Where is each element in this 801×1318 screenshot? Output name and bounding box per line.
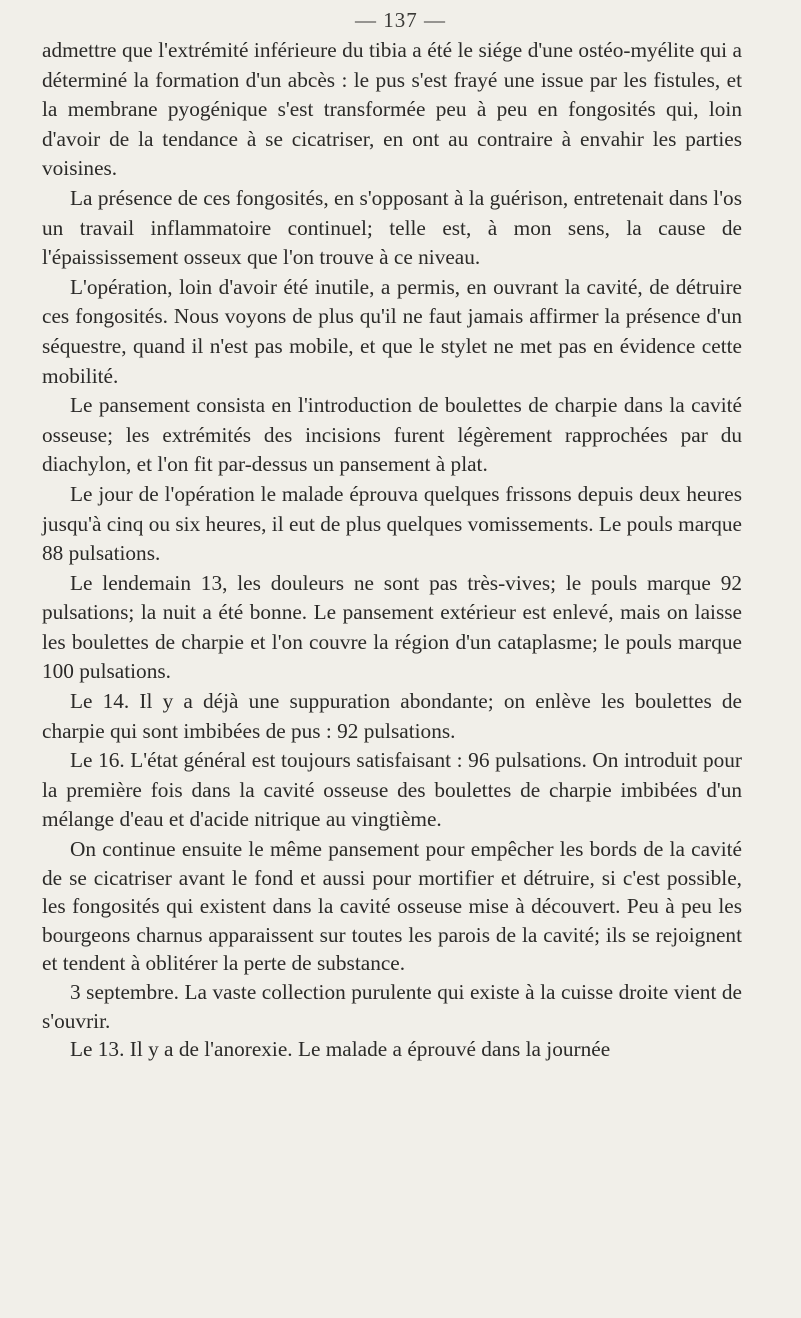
- paragraph-10: 3 septembre. La vaste collection purulente qui existe à la cuisse droite vient de s'ouvrir.: [42, 980, 742, 1033]
- paragraph-6: Le lendemain 13, les douleurs ne sont pas très-vives; le pouls marque 92 pulsations; la nuit a été bonne. Le pansement extérieur est enlevé, mais on laisse les boulettes de charpie et l'on couvre la région d'un cataplasme; le pouls marque 100 pulsations.: [42, 570, 742, 684]
- paragraph-5: Le jour de l'opération le malade éprouva quelques frissons depuis deux heures jusqu'à cinq ou six heures, il eut de plus quelques vomissements. Le pouls marque 88 pulsations.: [42, 481, 743, 566]
- paragraph-3: L'opération, loin d'avoir été inutile, a permis, en ouvrant la cavité, de détruire ces fongosités. Nous voyons de plus qu'il ne faut jamais affirmer la présence d'un séquestre, quand il n'est pas mobile, et que le stylet ne met pas en évidence cette mobilité.: [42, 274, 742, 388]
- page-number: — 137 —: [355, 8, 446, 32]
- paragraph-9: On continue ensuite le même pansement pour empêcher les bords de la cavité de se cicatriser avant le fond et aussi pour mortifier et détruire, si c'est possible, les fongosités qui existent dans la cavité osseuse mise à découvert. Peu à peu les bourgeons charnus apparaissent sur toutes les parois de la cavité; ils se rejoignent et tendent à oblitérer la perte de substance.: [42, 837, 742, 976]
- paragraph-1: admettre que l'extrémité inférieure du tibia a été le siége d'une ostéo-myélite qui a déterminé la formation d'un abcès : le pus s'est frayé une issue par les fistules, et la membrane pyogénique s'est transformée peu à peu en fongosités qui, loin d'avoir de la tendance à se cicatriser, en ont au contraire à envahir les parties voisines.: [42, 38, 742, 181]
- body-text: [42, 36, 742, 1064]
- paragraph-11: Le 13. Il y a de l'anorexie. Le malade a éprouvé dans la journée: [70, 1037, 611, 1062]
- paragraph-2: La présence de ces fongosités, en s'opposant à la guérison, entretenait dans l'os un travail inflammatoire continuel; telle est, à mon sens, la cause de l'épaississement osseux que l'on trouve à ce niveau.: [42, 185, 742, 270]
- paragraph-8: Le 16. L'état général est toujours satisfaisant : 96 pulsations. On introduit pour la première fois dans la cavité osseuse des boulettes de charpie imbibées d'un mélange d'eau et d'acide nitrique au vingtième.: [42, 748, 742, 832]
- paragraph-4: Le pansement consista en l'introduction de boulettes de charpie dans la cavité osseuse; les extrémités des incisions furent légèrement rapprochées par du diachylon, et l'on fit par-dessus un pansement à plat.: [42, 393, 742, 477]
- paragraph-7: Le 14. Il y a déjà une suppuration abondante; on enlève les boulettes de charpie qui sont imbibées de pus : 92 pulsations.: [42, 689, 742, 743]
